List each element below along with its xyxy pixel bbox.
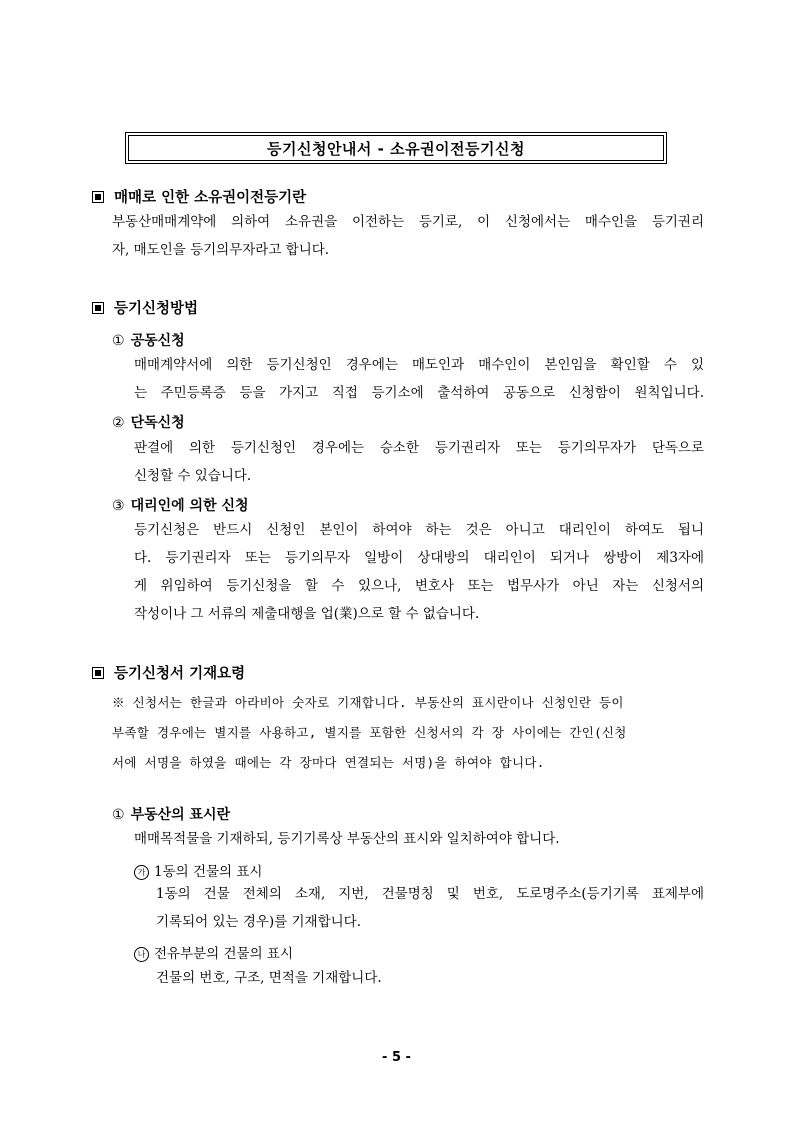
square-bullet-icon [92,302,104,314]
circled-na-icon: 나 [134,947,149,962]
page-number: - 5 - [382,1050,411,1065]
method-joint-paragraph: 매매계약서에 의한 등기신청인 경우에는 매도인과 매수인이 본인임을 확인할 수 있 는 주민등록증 등을 가지고 직접 등기소에 출석하여 공동으로 신청함이 원칙입니다. [134,357,704,401]
document-title: 등기신청안내서 - 소유권이전등기신청 [128,135,664,161]
building-display-heading: 가 1동의 건물의 표시 [134,860,262,880]
method-joint-heading: ① 공동신청 [112,333,185,349]
unit-display-paragraph: 건물의 번호, 구조, 면적을 기재합니다. [156,970,382,986]
section-heading-definition: 매매로 인한 소유권이전등기란 [92,186,306,207]
method-agent-heading: ③ 대리인에 의한 신청 [112,498,249,514]
property-display-heading: ① 부동산의 표시란 [112,807,231,823]
section-heading-method: 등기신청방법 [92,297,198,318]
circled-ga-icon: 가 [134,865,149,880]
method-single-paragraph: 판결에 의한 등기신청인 경우에는 승소한 등기권리자 또는 등기의무자가 단독으로 신청할 수 있습니다. [134,440,704,484]
square-bullet-icon [92,191,104,203]
definition-paragraph: 부동산매매계약에 의하여 소유권을 이전하는 등기로, 이 신청에서는 매수인을 등기권리 자, 매도인을 등기의무자라고 합니다. [112,214,704,258]
method-single-heading: ② 단독신청 [112,415,185,431]
section-heading-writing-guide: 등기신청서 기재요령 [92,662,245,683]
property-display-paragraph: 매매목적물을 기재하되, 등기기록상 부동산의 표시와 일치하여야 합니다. [134,831,560,847]
method-agent-paragraph: 등기신청은 반드시 신청인 본인이 하여야 하는 것은 아니고 대리인이 하여도 됩니 다. 등기권리자 또는 등기의무자 일방이 상대방의 대리인이 되거나 쌍방이 제3자에 게 위임하여 등기신청을 할 수 있으나, 변호사 또는 법무사가 아닌 자는 신청서의 작성이나 그 서류의 제출대행을 업(業)으로 할 수 없습니다. [134,522,704,622]
writing-guide-note: ※ 신청서는 한글과 아라비아 숫자로 기재합니다. 부동산의 표시란이나 신청인란 등이 부족할 경우에는 별지를 사용하고, 별지를 포함한 신청서의 각 장 사이에는 간인(신청 서에 서명을 하였을 때에는 각 장마다 연결되는 서명)을 하여야 합니다. [112,695,627,770]
building-display-paragraph: 1동의 건물 전체의 소재, 지번, 건물명칭 및 번호, 도로명주소(등기기록 표제부에 기록되어 있는 경우)를 기재합니다. [156,886,704,930]
square-bullet-icon [92,667,104,679]
unit-display-heading: 나 전유부분의 건물의 표시 [134,942,293,962]
